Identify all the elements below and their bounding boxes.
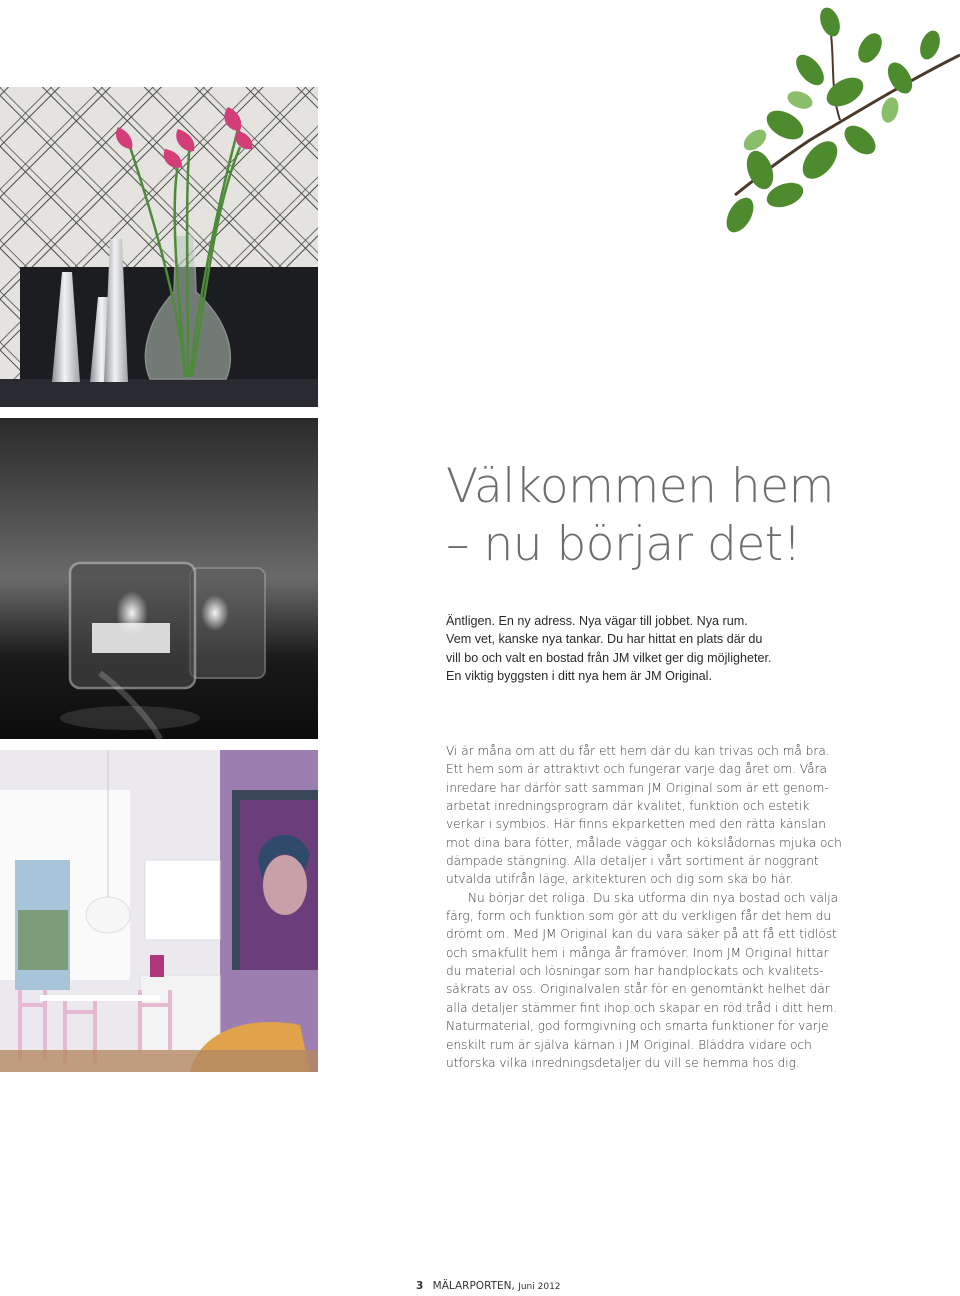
body-line: enskilt rum är själva kärnan i JM Original. Bläddra vidare och — [446, 1037, 812, 1052]
issue-date: Juni 2012 — [518, 1282, 561, 1292]
body-line: Nu börjar det roliga. Du ska utforma din nya bostad och välja — [468, 890, 839, 905]
body-line: Naturmaterial, god formgivning och smarta funktioner för varje — [446, 1019, 829, 1034]
body-text — [446, 742, 846, 1072]
headline-line-1: Välkommen hem — [446, 459, 834, 514]
body-line: dämpade stängning. Alla detaljer i vårt sortiment är noggrant — [446, 854, 819, 869]
body-line: alla detaljer stämmer fint ihop och skapar en röd tråd i ditt hem. — [446, 1000, 838, 1015]
page-number: 3 — [416, 1280, 424, 1292]
body-line: utvalda utifrån läge, arkitekturen och dig som ska bo här. — [446, 872, 794, 887]
body-line: och smakfullt hem i många år framöver. Inom JM Original hittar — [446, 945, 829, 960]
body-line: du material och lösningar som har handplockats och kvalitets- — [446, 964, 824, 979]
body-line: inredare har därför satt samman JM Original som är ett genom- — [446, 780, 829, 795]
page-footer — [416, 1280, 561, 1296]
body-line: Ett hem som är attraktivt och fungerar varje dag året om. Våra — [446, 762, 827, 777]
magazine-name: MÄLARPORTEN, — [432, 1280, 515, 1292]
body-line: drömt om. Med JM Original kan du vara säker på att få ett tidlöst — [446, 927, 837, 942]
candle-holders-photo — [0, 418, 318, 739]
body-line: utforska vilka inredningsdetaljer du vill se hemma hos dig. — [446, 1055, 800, 1070]
body-line: mot dina bara fötter, målade väggar och kökslådornas mjuka och — [446, 835, 842, 850]
intro-line: vill bo och valt en bostad från JM vilket ger dig möjligheter. — [446, 650, 772, 665]
body-line: arbetat inredningsprogram där kvalitet, funktion och estetik — [446, 799, 810, 814]
intro-line: En viktig byggsten i ditt nya hem är JM Original. — [446, 669, 712, 684]
intro-line: Vem vet, kanske nya tankar. Du har hittat en plats där du — [446, 632, 763, 647]
body-line: säkrats av oss. Originalvalen står för en genomtänkt helhet där — [446, 982, 830, 997]
body-line: färg, form och funktion som gör att du verkligen får det hem du — [446, 909, 832, 924]
vases-and-calla-lilies-photo — [0, 87, 318, 407]
intro-paragraph — [446, 612, 866, 686]
purple-kitchen-interior-photo — [0, 750, 318, 1072]
body-line: Vi är måna om att du får ett hem där du kan trivas och må bra. — [446, 744, 830, 758]
intro-line: Äntligen. En ny adress. Nya vägar till jobbet. Nya rum. — [446, 614, 748, 628]
leafy-branch-photo — [660, 0, 960, 262]
page-title — [446, 458, 926, 574]
body-line: verkar i symbios. Här finns ekparketten med den rätta känslan — [446, 817, 826, 832]
headline-line-2: – nu börjar det! — [446, 517, 802, 572]
